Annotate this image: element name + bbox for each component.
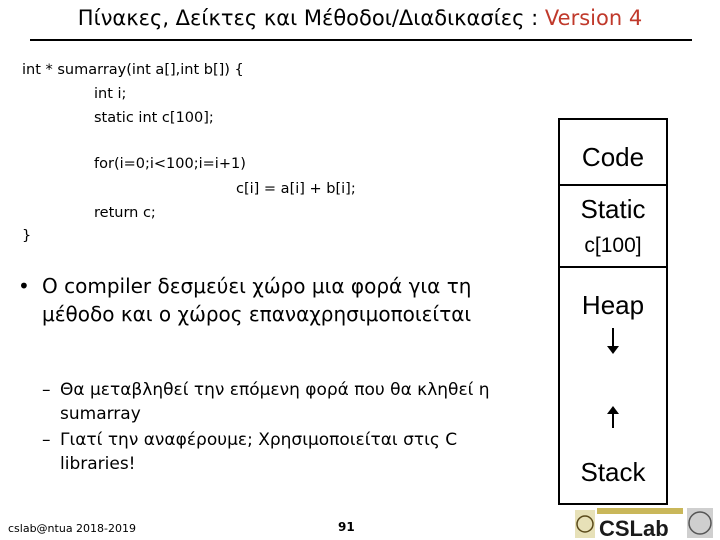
memory-static-label: Static	[580, 194, 646, 224]
slide-title-version: Version 4	[544, 6, 643, 30]
memory-divider-code	[560, 184, 666, 186]
footer-label: cslab@ntua 2018-2019	[8, 522, 137, 535]
slide-title-main: Πίνακες, Δείκτες και Μέθοδοι/Διαδικασίες :	[77, 6, 545, 30]
main-bullet	[18, 272, 496, 328]
memory-divider-static	[560, 266, 666, 268]
title-underline	[30, 39, 692, 41]
code-line-6: return c;	[94, 205, 156, 221]
memory-code-label: Code	[581, 142, 645, 172]
bullet-dot: •	[18, 274, 30, 298]
logo-emblem	[575, 510, 595, 538]
code-line-2: int i;	[94, 86, 127, 102]
memory-heap-label: Heap	[581, 290, 645, 320]
sub-bullet-1-text: Θα μεταβληθεί την επόμενη φορά που θα κληθεί η sumarray	[60, 380, 490, 424]
slide-title	[0, 6, 720, 30]
memory-static-var: c[100]	[584, 234, 642, 257]
logo-banner	[597, 508, 683, 514]
memory-arrows	[600, 328, 628, 428]
stack-grow-arrow-head	[607, 406, 619, 414]
sub-bullet-2-text: Γιατί την αναφέρουμε; Χρησιμοποιείται στις C libraries!	[60, 430, 458, 474]
sub-bullet-1	[42, 378, 490, 426]
sub-bullet-dash: –	[42, 430, 51, 450]
page-number: 91	[338, 520, 355, 534]
code-line-4: for(i=0;i<100;i=i+1)	[94, 156, 246, 172]
code-line-5: c[i] = a[i] + b[i];	[236, 181, 356, 197]
code-line-7: }	[22, 228, 32, 244]
logo-wordmark: CSLab	[599, 516, 669, 540]
sub-bullet-2	[42, 428, 490, 476]
memory-stack-label: Stack	[580, 457, 646, 487]
main-bullet-text: O compiler δεσμεύει χώρο μια φορά για τη μέθοδο και ο χώρος επαναχρησιμοποιείται	[42, 274, 472, 326]
code-line-1: int * sumarray(int a[],int b[]) {	[22, 62, 244, 78]
memory-diagram	[558, 118, 668, 505]
code-line-3: static int c[100];	[94, 110, 214, 126]
cslab-logo	[575, 506, 715, 540]
heap-grow-arrow-head	[607, 346, 619, 354]
sub-bullet-dash: –	[42, 380, 51, 400]
